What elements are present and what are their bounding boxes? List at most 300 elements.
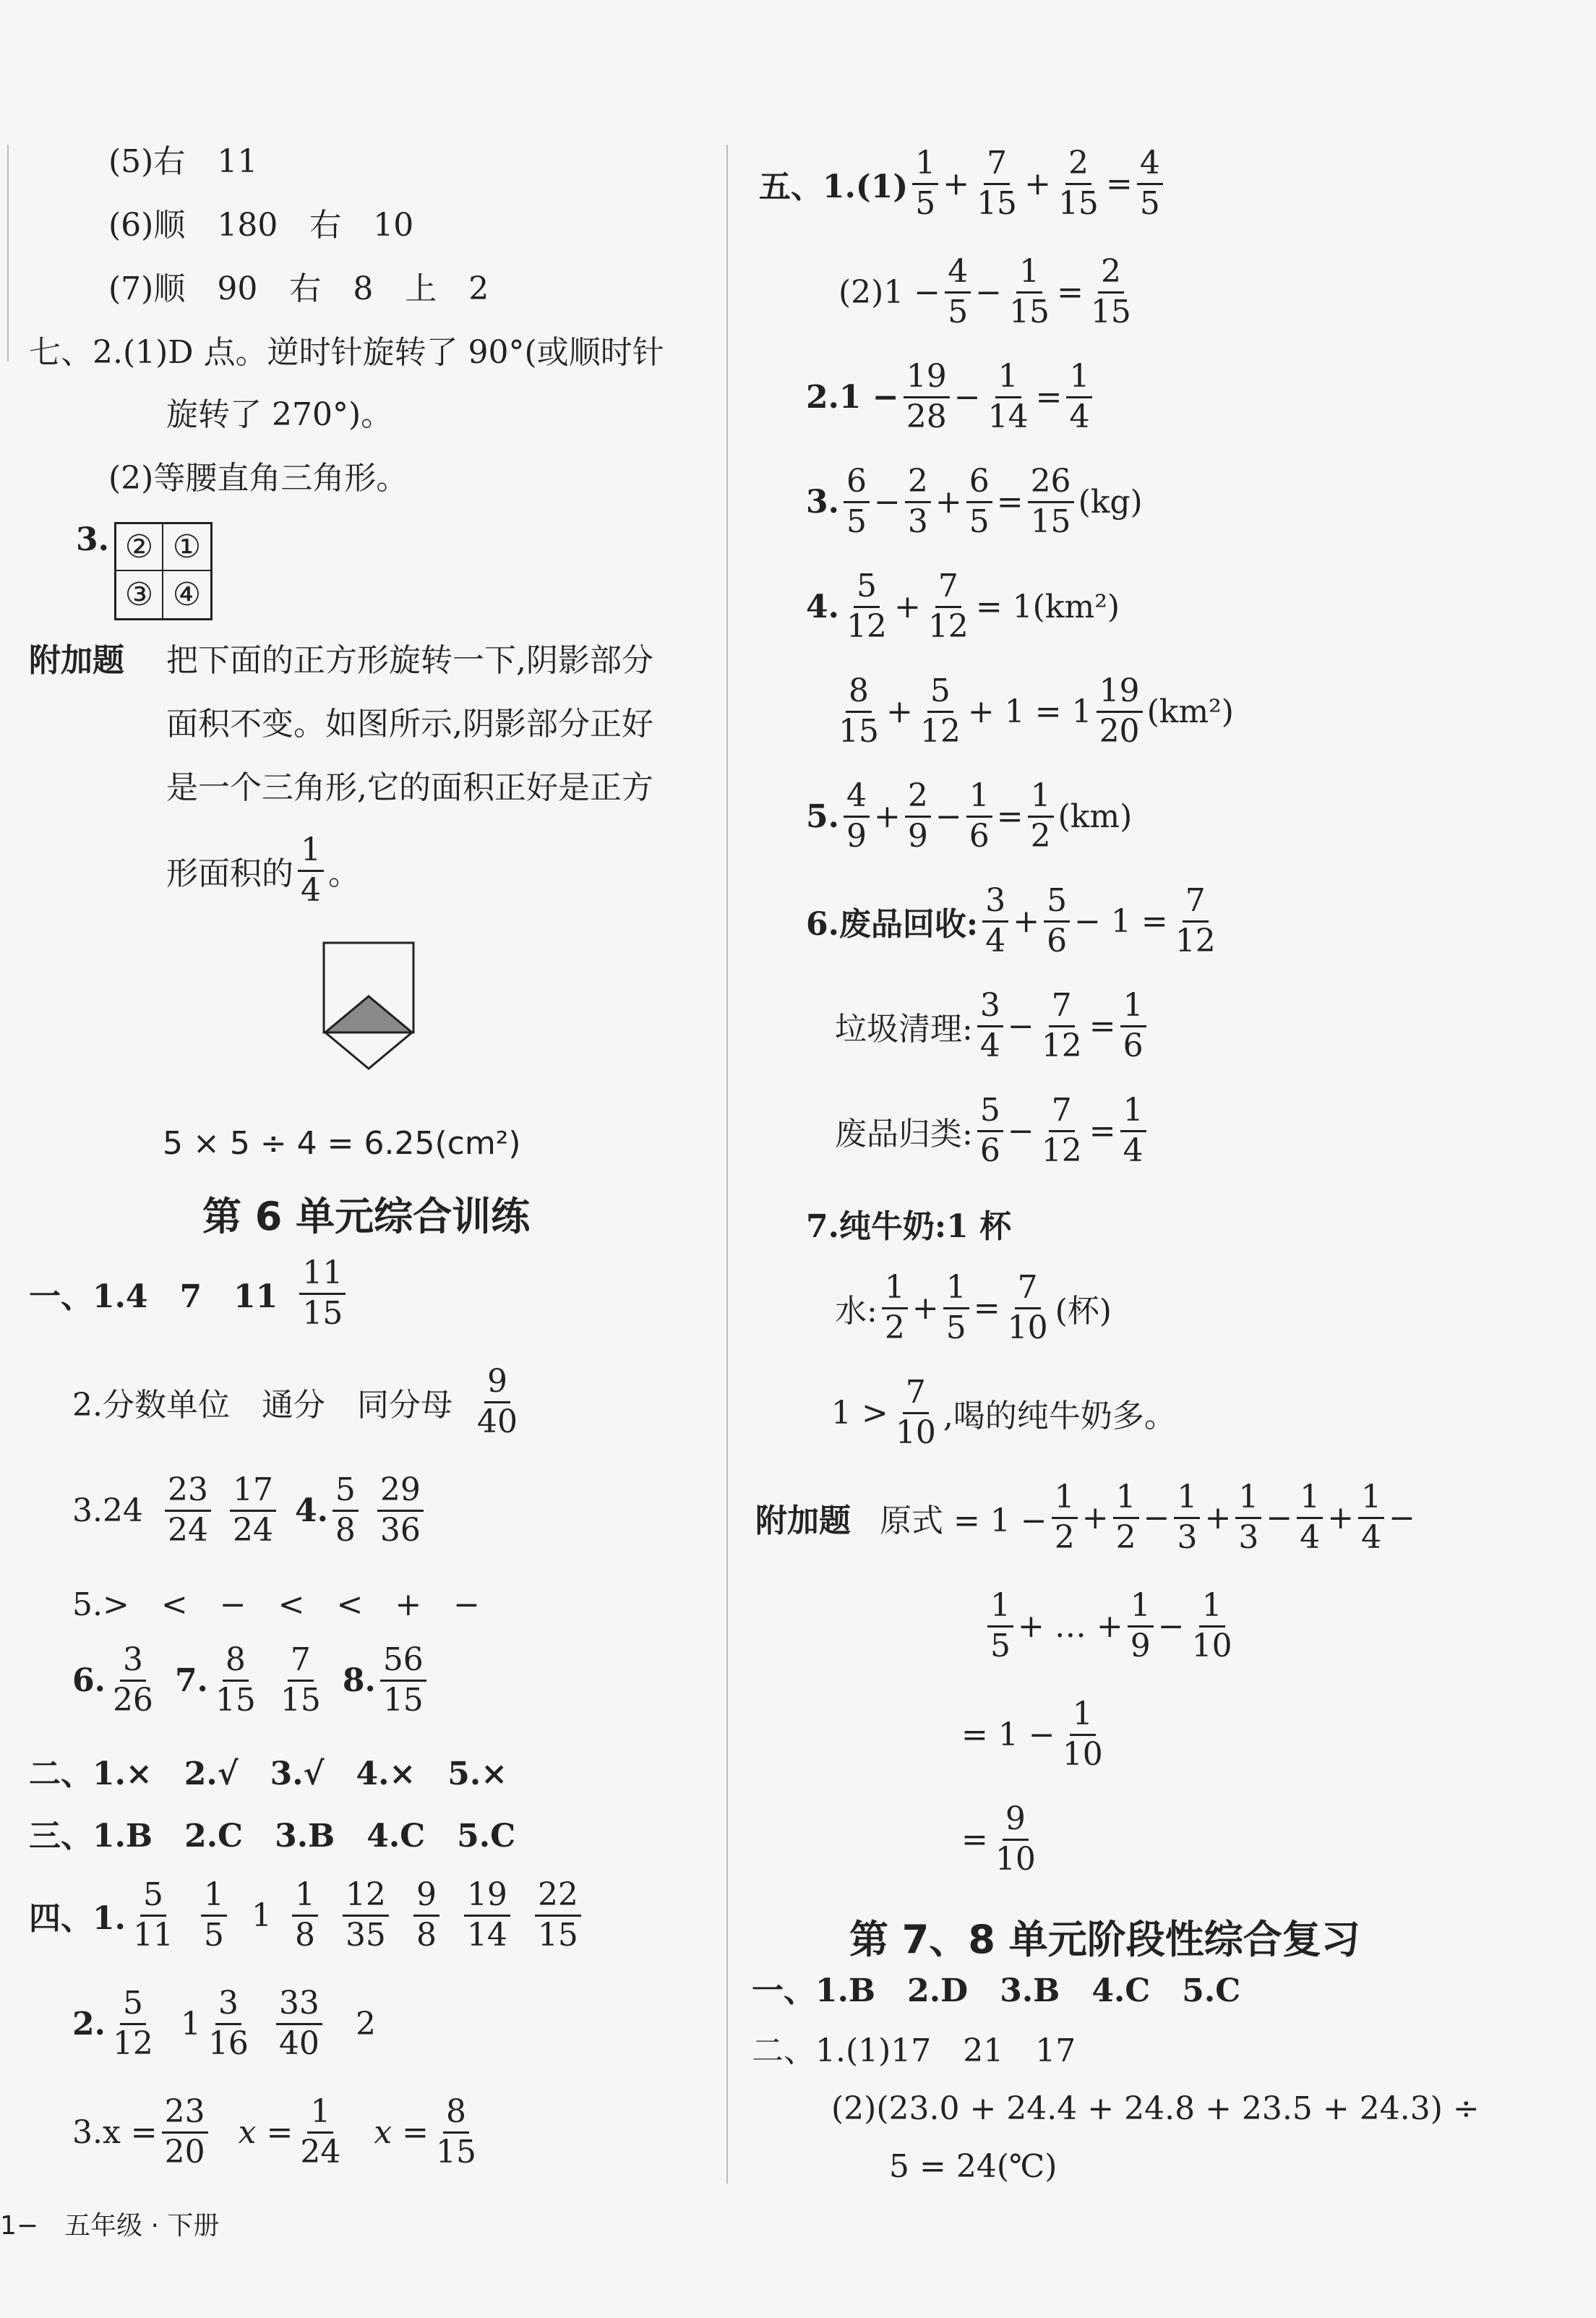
denominator: 20 — [1099, 712, 1140, 750]
fraction — [1120, 987, 1146, 1066]
fraction — [1120, 1092, 1146, 1171]
denominator: 2 — [1054, 1518, 1075, 1556]
denominator: 16 — [207, 2024, 249, 2062]
denominator: 6 — [1047, 922, 1068, 959]
numerator: 5 — [140, 1876, 166, 1917]
answer-line-6: (6)顺 180 右 10 — [108, 207, 414, 244]
r5-q1-1-label: 五、1.(1) — [759, 168, 909, 206]
denominator: 4 — [1123, 1132, 1144, 1169]
numerator: 8 — [846, 672, 872, 713]
numerator: 3 — [215, 1985, 241, 2025]
numerator: 7 — [903, 1374, 929, 1414]
q3-label: 3. — [76, 521, 109, 558]
fraction — [343, 1876, 389, 1955]
denominator: 5 — [915, 184, 936, 222]
fraction — [844, 777, 870, 856]
numerator: 4 — [844, 777, 870, 818]
r-section-1-answers: 一、1.B 2.D 3.B 4.C 5.C — [752, 1972, 1241, 2009]
denominator: 9 — [1130, 1627, 1151, 1664]
fraction — [905, 463, 931, 542]
fraction — [966, 463, 992, 542]
denominator: 15 — [1030, 502, 1071, 540]
r-q6c-label: 废品归类: — [835, 1116, 973, 1153]
denominator: 4 — [1300, 1518, 1321, 1556]
numerator: 1 — [1235, 1479, 1261, 1519]
denominator: 3 — [1238, 1518, 1259, 1556]
q7-2-line-b: 旋转了 270°)。 — [166, 396, 393, 433]
fraction — [297, 2093, 343, 2172]
numerator: 1 — [1120, 987, 1146, 1027]
r-q6a: 6.废品回收: $\frac{3}{4}$ + $\frac{5}{6}$ − 1 = $\frac{7}{12}$ — [806, 882, 1223, 961]
denominator: 8 — [416, 1916, 437, 1954]
fraction — [1172, 882, 1219, 961]
fraction — [1039, 1092, 1085, 1171]
fraction — [882, 1269, 908, 1348]
shaded-triangle — [325, 996, 412, 1032]
area-calculation: 5 × 5 ÷ 4 = 6.25(cm²) — [163, 1125, 521, 1162]
numerator: 1 — [1128, 1587, 1154, 1628]
r-q3: 3. $\frac{6}{5}$ − $\frac{2}{3}$ + $\frac{6}{5}$ = $\frac{26}{15}$ (kg) — [806, 463, 1143, 540]
numerator: 1 — [1174, 1479, 1200, 1519]
fraction — [1039, 987, 1085, 1066]
grid-cell: ③ — [116, 571, 163, 618]
r-q7c-label: 1 > — [831, 1394, 888, 1432]
q7-2-line-a: 七、2.(1)D 点。逆时针旋转了 90°(或顺时针 — [29, 334, 664, 371]
fraction — [535, 1876, 581, 1955]
fraction — [1028, 463, 1074, 542]
numerator: 7 — [1015, 1269, 1041, 1309]
bonus-text-4-end: 。 — [328, 855, 360, 893]
mixed-whole: 1 — [180, 2005, 201, 2043]
r5-q1-2: (2)1 − $\frac{4}{5}$ − $\frac{1}{15}$ = $\frac{2}{15}$ — [838, 253, 1138, 332]
denominator: 10 — [1191, 1627, 1232, 1664]
numerator: 4 — [1137, 145, 1163, 185]
numerator: 3 — [977, 987, 1003, 1027]
s1-q6-label: 6. — [72, 1661, 106, 1699]
denominator: 5 — [969, 502, 990, 540]
fraction — [276, 1985, 322, 2063]
r-q4: 4. $\frac{5}{12}$ + $\frac{7}{12}$ = 1(km²) — [806, 568, 1120, 645]
denominator: 40 — [476, 1403, 518, 1440]
fraction — [977, 1092, 1003, 1171]
fraction — [1052, 1479, 1078, 1557]
fraction — [912, 145, 938, 223]
denominator: 12 — [919, 712, 961, 750]
fraction — [230, 1471, 276, 1550]
numerator: 22 — [535, 1876, 581, 1917]
r-q4b: $\frac{8}{15}$ + $\frac{5}{12}$ + 1 = 1 $\frac{19}{20}$ (km²) — [831, 672, 1234, 751]
r-bonus-line-2: $\frac{1}{5}$ + … + $\frac{1}{9}$ − $\frac{1}{10}$ — [983, 1587, 1240, 1666]
denominator: 15 — [215, 1681, 256, 1719]
denominator: 20 — [164, 2133, 205, 2171]
fraction — [943, 1269, 969, 1348]
answer-line-7: (7)顺 90 右 8 上 2 — [108, 270, 489, 307]
denominator: 5 — [990, 1627, 1011, 1664]
fraction — [917, 672, 964, 751]
numerator: 5 — [927, 672, 953, 713]
denominator: 8 — [294, 1916, 315, 1954]
denominator: 4 — [1069, 398, 1090, 435]
denominator: 3 — [1177, 1518, 1198, 1556]
denominator: 10 — [1007, 1309, 1048, 1346]
denominator: 5 — [846, 502, 867, 540]
numerator: 1 — [298, 831, 324, 872]
denominator: 15 — [977, 184, 1018, 222]
numerator: 1 — [1199, 1587, 1225, 1628]
bonus-text-4-start: 形面积的 — [166, 855, 293, 893]
numerator: 1 — [995, 358, 1021, 398]
s1-q3-text: 3.24 — [72, 1492, 143, 1529]
s1-q5: 5.> < − < < + − — [72, 1586, 481, 1623]
numerator: 5 — [120, 1985, 146, 2025]
denominator: 36 — [379, 1511, 421, 1549]
fraction — [1055, 145, 1102, 223]
fraction — [893, 1374, 939, 1453]
s1-q4-label: 4. — [294, 1492, 328, 1529]
fraction — [298, 831, 324, 910]
fraction — [1174, 1479, 1200, 1557]
denominator: 4 — [985, 922, 1006, 959]
denominator: 15 — [1009, 293, 1050, 330]
denominator: 5 — [945, 1309, 966, 1346]
denominator: 2 — [1030, 817, 1051, 855]
s4-q3-x3: x = — [374, 2113, 429, 2151]
fraction — [205, 1985, 252, 2063]
numerator: 1 — [1028, 777, 1054, 818]
numerator: 1 — [1120, 1092, 1146, 1132]
r-bonus-l3-start: = 1 − — [961, 1716, 1055, 1753]
fraction — [1137, 145, 1163, 223]
fraction — [433, 2093, 479, 2172]
numerator: 19 — [464, 1876, 510, 1917]
numerator: 1 — [987, 1587, 1013, 1628]
r-q5: 5. $\frac{4}{9}$ + $\frac{2}{9}$ − $\frac{1}{6}$ = $\frac{1}{2}$ (km) — [806, 777, 1133, 855]
fraction — [1297, 1479, 1323, 1557]
unit-6-heading: 第 6 单元综合训练 — [202, 1194, 531, 1239]
denominator: 15 — [280, 1681, 321, 1719]
numerator: 7 — [1049, 987, 1075, 1027]
numerator: 1 — [1052, 1479, 1078, 1519]
denominator: 10 — [895, 1414, 936, 1451]
s4-q1 — [29, 1876, 585, 1955]
denominator: 15 — [302, 1294, 343, 1332]
denominator: 6 — [969, 817, 990, 855]
numerator: 1 — [1016, 253, 1042, 294]
fraction — [1128, 1587, 1154, 1666]
s4-q3 — [72, 2093, 484, 2172]
s4-q3-x2: x = — [238, 2113, 293, 2151]
numerator: 1 — [943, 1269, 969, 1309]
numerator: 7 — [288, 1641, 314, 1682]
grid-cell: ④ — [172, 576, 202, 613]
rotated-square-figure — [296, 940, 441, 1113]
denominator: 9 — [846, 817, 867, 855]
grid-cell: ② — [116, 524, 163, 571]
fraction — [977, 987, 1003, 1066]
numerator: 1 — [1066, 358, 1092, 398]
denominator: 35 — [345, 1916, 386, 1954]
r-q7: 7.纯牛奶:1 杯 — [806, 1208, 1012, 1245]
denominator: 12 — [112, 2024, 153, 2062]
denominator: 12 — [846, 607, 887, 645]
numerator: 2 — [1065, 145, 1091, 185]
r-q4-tail: = 1(km²) — [975, 588, 1120, 625]
fraction — [1097, 672, 1143, 751]
denominator: 15 — [382, 1681, 424, 1719]
r-bonus-label: 附加题 — [755, 1502, 851, 1540]
s1-q6-q8 — [72, 1641, 431, 1720]
numerator: 17 — [230, 1471, 276, 1512]
denominator: 6 — [1123, 1027, 1144, 1064]
numerator: 1 — [292, 1876, 318, 1917]
denominator: 8 — [335, 1511, 356, 1549]
numerator: 1 — [201, 1876, 227, 1917]
denominator: 24 — [300, 2133, 341, 2171]
fraction — [213, 1641, 259, 1720]
numerator: 8 — [443, 2093, 469, 2134]
numerator: 7 — [1049, 1092, 1075, 1132]
fraction — [464, 1876, 510, 1955]
s1-q2-text: 2.分数单位 通分 同分母 — [72, 1387, 452, 1424]
numerator: 1 — [1113, 1479, 1139, 1519]
fraction — [110, 1641, 156, 1720]
r-bonus-line-3 — [961, 1695, 1110, 1774]
fraction — [130, 1876, 176, 1955]
denominator: 14 — [466, 1916, 507, 1954]
s1-q1-text: 一、1.4 7 11 — [29, 1278, 278, 1316]
numerator: 9 — [484, 1363, 510, 1403]
numerator: 7 — [984, 145, 1010, 185]
fraction — [299, 1254, 346, 1333]
bonus-text-3: 是一个三角形,它的面积正好是正方 — [166, 769, 653, 806]
fraction — [1088, 253, 1134, 332]
s1-q3-q4 — [72, 1471, 428, 1550]
numerator: 26 — [1028, 463, 1074, 503]
r-section-2-q2-result: 5 = 24(℃) — [889, 2148, 1057, 2185]
numerator: 29 — [377, 1471, 424, 1512]
fraction — [982, 882, 1008, 961]
numerator: 9 — [413, 1876, 439, 1917]
numerator: 56 — [380, 1641, 426, 1682]
denominator: 2 — [1115, 1518, 1136, 1556]
fraction — [992, 1800, 1039, 1879]
r-q5-label: 5. — [806, 797, 839, 835]
numerator: 2 — [1098, 253, 1124, 294]
fraction — [1235, 1479, 1261, 1557]
column-divider — [726, 145, 728, 2184]
fraction — [1060, 1695, 1106, 1774]
unit: (km²) — [1146, 693, 1234, 730]
fraction — [377, 1471, 424, 1550]
r-section-2-q2: (2)(23.0 + 24.4 + 24.8 + 23.5 + 24.3) ÷ — [831, 2090, 1480, 2127]
numerator: 6 — [844, 463, 870, 503]
r-q3-label: 3. — [806, 483, 839, 521]
numerator: 23 — [162, 2093, 208, 2134]
fraction — [966, 777, 992, 856]
s4-q3-label: 3.x = — [72, 2113, 158, 2151]
r-q6b: 垃圾清理: $\frac{3}{4}$ − $\frac{7}{12}$ = $\frac{1}{6}$ — [835, 987, 1151, 1066]
numerator: 33 — [276, 1985, 322, 2025]
numerator: 19 — [1097, 672, 1143, 713]
numerator: 12 — [343, 1876, 389, 1917]
numerator: 23 — [165, 1471, 211, 1512]
fraction — [380, 1641, 426, 1720]
s1-q7-label: 7. — [174, 1661, 208, 1699]
answer-line-5: (5)右 11 — [108, 143, 258, 180]
s4-q2-label: 2. — [72, 2005, 106, 2043]
fraction — [985, 358, 1031, 437]
denominator: 14 — [987, 398, 1029, 435]
numerator: 9 — [1003, 1800, 1029, 1841]
numerator: 1 — [882, 1269, 908, 1309]
numerator: 2 — [905, 777, 931, 818]
unit-78-heading: 第 7、8 单元阶段性综合复习 — [849, 1917, 1360, 1962]
fraction — [162, 2093, 208, 2172]
denominator: 15 — [1057, 184, 1099, 222]
fraction — [201, 1876, 227, 1955]
denominator: 10 — [1062, 1735, 1103, 1773]
fraction — [844, 568, 890, 646]
s4-q2-integer: 2 — [355, 2005, 376, 2043]
section-3-answers: 三、1.B 2.C 3.B 4.C 5.C — [29, 1818, 516, 1855]
numerator: 1 — [1297, 1479, 1323, 1519]
numerator: 2 — [905, 463, 931, 503]
bonus-text-1: 把下面的正方形旋转一下,阴影部分 — [166, 642, 653, 679]
r-q6c: 废品归类: $\frac{5}{6}$ − $\frac{7}{12}$ = $\frac{1}{4}$ — [835, 1092, 1151, 1171]
numerator: 3 — [982, 882, 1008, 923]
r-q6b-label: 垃圾清理: — [835, 1011, 973, 1048]
r-bonus-line-1: 附加题 原式 = 1 − $\frac{1}{2}$ + $\frac{1}{2}$ − $\frac{1}{3}$ + $\frac{1}{3}$ − $\frac{1}{4}$ + $\frac{1}{4}$ − — [755, 1479, 1415, 1556]
numerator: 4 — [945, 253, 971, 294]
fraction — [332, 1471, 359, 1550]
unit: (km) — [1057, 797, 1133, 835]
denominator: 4 — [979, 1027, 1000, 1064]
numerator: 3 — [120, 1641, 146, 1682]
numerator: 5 — [977, 1092, 1003, 1132]
numerator: 11 — [299, 1254, 346, 1295]
grid-cell: ① — [163, 524, 210, 571]
numerator: 5 — [854, 568, 880, 608]
r-q7b: 水: $\frac{1}{2}$ + $\frac{1}{5}$ = $\frac{7}{10}$ (杯) — [835, 1269, 1112, 1346]
denominator: 10 — [995, 1840, 1036, 1878]
fraction — [474, 1363, 520, 1442]
bonus-text-4 — [166, 831, 360, 910]
s1-q1 — [29, 1254, 350, 1333]
numerator: 1 — [1358, 1479, 1384, 1519]
page-footer: 1− 五年级 · 下册 — [0, 2211, 220, 2241]
denominator: 12 — [1041, 1132, 1082, 1169]
fraction — [413, 1876, 439, 1955]
s4-q1-integer: 1 — [251, 1896, 272, 1934]
denominator: 15 — [838, 712, 879, 750]
s1-q2 — [72, 1363, 525, 1442]
denominator: 3 — [907, 502, 928, 540]
r-bonus-ellipsis: + … + — [1018, 1607, 1123, 1645]
denominator: 24 — [232, 1511, 273, 1549]
fraction — [1113, 1479, 1139, 1557]
denominator: 2 — [884, 1309, 905, 1346]
denominator: 15 — [436, 2133, 476, 2171]
denominator: 6 — [979, 1132, 1000, 1169]
fraction — [974, 145, 1020, 223]
r-q4b-mid: + 1 = 1 — [967, 693, 1092, 730]
r-q6a-label: 6.废品回收: — [806, 906, 979, 944]
r5-q1-2-label: (2)1 − — [838, 273, 941, 311]
fraction — [905, 777, 931, 856]
numerator: 1 — [1070, 1695, 1096, 1736]
fraction — [1066, 358, 1092, 437]
s4-q1-label: 四、1. — [29, 1900, 126, 1938]
denominator: 9 — [907, 817, 928, 855]
q7-2-line-c: (2)等腰直角三角形。 — [108, 460, 408, 497]
denominator: 26 — [112, 1681, 153, 1719]
r-bonus-line-4 — [961, 1800, 1043, 1879]
fraction — [1189, 1587, 1235, 1666]
numerator: 1 — [912, 145, 938, 185]
denominator: 11 — [132, 1916, 173, 1954]
unit: (kg) — [1078, 483, 1143, 521]
numerator: 1 — [307, 2093, 333, 2134]
fraction — [110, 1985, 156, 2063]
numerator: 5 — [332, 1471, 359, 1512]
bonus-text-2: 面积不变。如图所示,阴影部分正好 — [166, 706, 653, 743]
s1-q8-label: 8. — [342, 1661, 376, 1699]
fraction — [165, 1471, 211, 1550]
denominator: 12 — [927, 607, 969, 645]
denominator: 12 — [1175, 922, 1216, 959]
numerator: 8 — [223, 1641, 249, 1682]
numerator: 1 — [966, 777, 992, 818]
fraction — [278, 1641, 324, 1720]
r-q6a-mid: − 1 = — [1074, 902, 1168, 940]
r-q2: 2.1 − $\frac{19}{28}$ − $\frac{1}{14}$ = $\frac{1}{4}$ — [806, 358, 1097, 437]
r-bonus-start: 原式 = 1 − — [880, 1502, 1047, 1540]
denominator: 5 — [1139, 184, 1160, 222]
r-section-2-q1: 二、1.(1)17 21 17 — [752, 2032, 1076, 2069]
fraction — [904, 358, 950, 437]
denominator: 5 — [948, 293, 969, 330]
fraction — [836, 672, 882, 751]
denominator: 40 — [278, 2024, 319, 2062]
r-q7b-label: 水: — [835, 1293, 878, 1330]
r5-q1-1: 五、1.(1) $\frac{1}{5}$ + $\frac{7}{15}$ + $\frac{2}{15}$ = $\frac{4}{5}$ — [759, 145, 1167, 223]
denominator: 12 — [1041, 1027, 1082, 1064]
fraction — [925, 568, 971, 646]
fraction — [1005, 1269, 1051, 1348]
section-2-answers: 二、1.× 2.√ 3.√ 4.× 5.× — [29, 1755, 508, 1792]
s4-q2 — [72, 1985, 376, 2063]
bonus-label: 附加题 — [29, 642, 124, 679]
numerator: 5 — [1044, 882, 1070, 923]
numerator: 19 — [904, 358, 950, 398]
denominator: 4 — [1361, 1518, 1382, 1556]
r-q2-label: 2.1 − — [806, 378, 899, 416]
fraction — [1044, 882, 1070, 961]
fraction — [1028, 777, 1054, 856]
fraction — [945, 253, 971, 332]
numerator: 7 — [935, 568, 961, 608]
denominator: 4 — [301, 871, 321, 909]
left-margin-line — [7, 145, 9, 362]
fraction — [292, 1876, 318, 1955]
fraction — [1006, 253, 1052, 332]
rotation-grid — [114, 522, 213, 620]
r-q7c-tail: ,喝的纯牛奶多。 — [943, 1398, 1176, 1435]
denominator: 15 — [537, 1916, 578, 1954]
fraction — [1358, 1479, 1384, 1557]
r-bonus-l4-start: = — [961, 1821, 988, 1858]
r-q4-label: 4. — [806, 588, 839, 625]
